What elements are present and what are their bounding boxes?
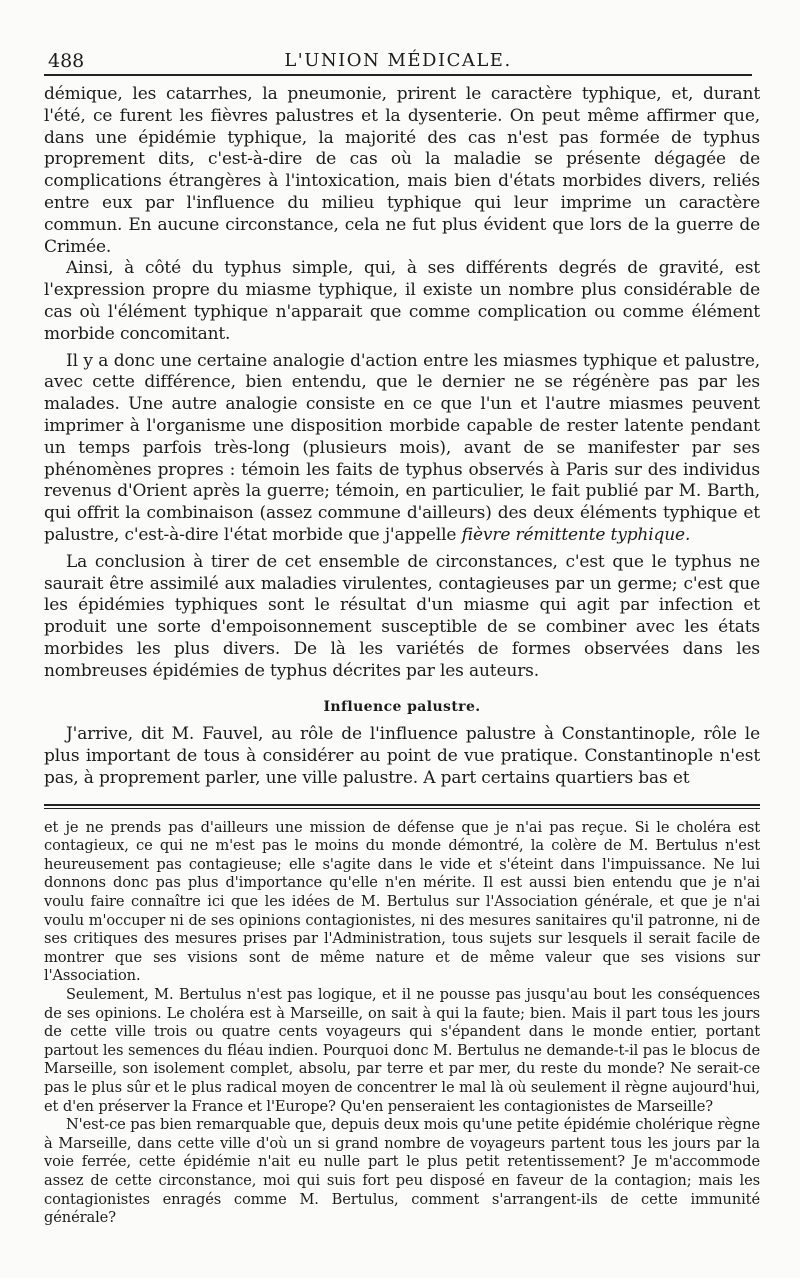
paragraph-analogie (44, 351, 760, 547)
page-number: 488 (48, 50, 85, 72)
paragraph-analogie-text: Il y a donc une certaine analogie d'action entre les miasmes typhique et palustre, avec cette différence, bien entendu, que le dernier ne se régénère pas par les malades. Une autre analogie consiste en ce que l'un et l'autre miasmes peuvent imprimer à l'organisme une disposition morbide capable de rester latente pendant un temps parfois très-long (plusieurs mois), avant de se manifester par ses phénomènes propres : témoin les faits de typhus observés à Paris sur des individus revenus d'Orient après la guerre; témoin, en particulier, le fait publié par M. Barth, qui offrit la combinaison (assez commune d'ailleurs) des deux éléments typhique et palustre, c'est-à-dire l'état morbide que j'appelle (44, 350, 760, 545)
paragraph-conclusion: La conclusion à tirer de cet ensemble de circonstances, c'est que le typhus ne saurait être assimilé aux maladies virulentes, contagieuses par un germe; c'est que les épidémies typhiques sont le résultat d'un miasme qui agit par infection et produit une sorte d'empoisonnement susceptible de se combiner avec les états morbides les plus divers. De là les variétés de formes observées dans les nombreuses épidémies de typhus décrites par les auteurs. (44, 551, 760, 681)
paragraph-typhus-simple: Ainsi, à côté du typhus simple, qui, à ses différents degrés de gravité, est l'expression propre du miasme typhique, il existe un nombre plus considérable de cas où l'élément typhique n'apparait que comme complication ou comme élément morbide concomitant. (44, 258, 760, 344)
paragraph-continuation: démique, les catarrhes, la pneumonie, prirent le caractère typhique, et, durant l'été, ce furent les fièvres palustres et la dysenterie. On peut même affirmer que, dans une épidémie typhique, la majorité des cas n'est pas formée de typhus proprement dits, c'est-à-dire de cas où la maladie se présente dégagée de complications étrangères à l'intoxication, mais bien d'états morbides divers, reliés entre eux par l'influence du milieu typhique qui leur imprime un caractère commun. En aucune circonstance, cela ne fut plus évident que lors de la guerre de Crimée. (44, 84, 760, 257)
footnotes (44, 819, 760, 1228)
running-head: L'UNION MÉDICALE. (284, 50, 512, 71)
emphasis-fievre-remittente: fièvre rémittente typhique. (461, 524, 691, 545)
section-heading: Influence palustre. (323, 698, 481, 715)
main-text (44, 84, 760, 790)
footnote-paragraph: et je ne prends pas d'ailleurs une mission de défense que je n'ai pas reçue. Si le choléra est contagieux, ce qui ne m'est pas le moins du monde démontré, la colère de M. Bertulus n'est heureusement pas contagieuse; elle s'agite dans le vide et s'éteint dans l'impuissance. Ne lui donnons donc pas plus d'importance qu'elle n'en mérite. Il est aussi bien entendu que je n'ai voulu faire connaître ici que les idées de M. Bertulus sur l'Association générale, et que je n'ai voulu m'occuper ni de ses opinions contagionistes, ni des mesures sanitaires qu'il patronne, ni de ses critiques des mesures prises par l'Administration, tous sujets sur lesquels il serait facile de montrer que ses visions sont de même nature et de même valeur que ses visions sur l'Association. (44, 818, 760, 985)
paragraph-influence-palustre: J'arrive, dit M. Fauvel, au rôle de l'influence palustre à Constantinople, rôle le plus important de tous à considérer au point de vue pratique. Constantinople n'est pas, à proprement parler, une ville palustre. A part certains quartiers bas et (44, 724, 760, 788)
page-header (44, 42, 752, 76)
footnote-separator (44, 804, 760, 809)
footnote-paragraph: N'est-ce pas bien remarquable que, depuis deux mois qu'une petite épidémie cholérique règne à Marseille, dans cette ville d'où un si grand nombre de voyageurs partent tous les jours par la voie ferrée, cette épidémie n'ait eu nulle part le plus petit retentissement? Je m'accommode assez de cette circonstance, moi qui suis fort peu disposé en faveur de la contagion; mais les contagionistes enragés comme M. Bertulus, comment s'arrangent-ils de cette immunité générale? (44, 1116, 760, 1227)
footnote-paragraph: Seulement, M. Bertulus n'est pas logique, et il ne pousse pas jusqu'au bout les conséquences de ses opinions. Le choléra est à Marseille, on sait à qui la faute; bien. Mais il part tous les jours de cette ville trois ou quatre cents voyageurs qui s'épandent dans le monde entier, portant partout les semences du fléau indien. Pourquoi donc M. Bertulus ne demande-t-il pas le blocus de Marseille, son isolement complet, absolu, par terre et par mer, du reste du monde? Ne serait-ce pas le plus sûr et le plus radical moyen de concentrer le mal là où seulement il règne aujourd'hui, et d'en préserver la France et l'Europe? Qu'en penseraient les contagionistes de Marseille? (44, 986, 760, 1115)
